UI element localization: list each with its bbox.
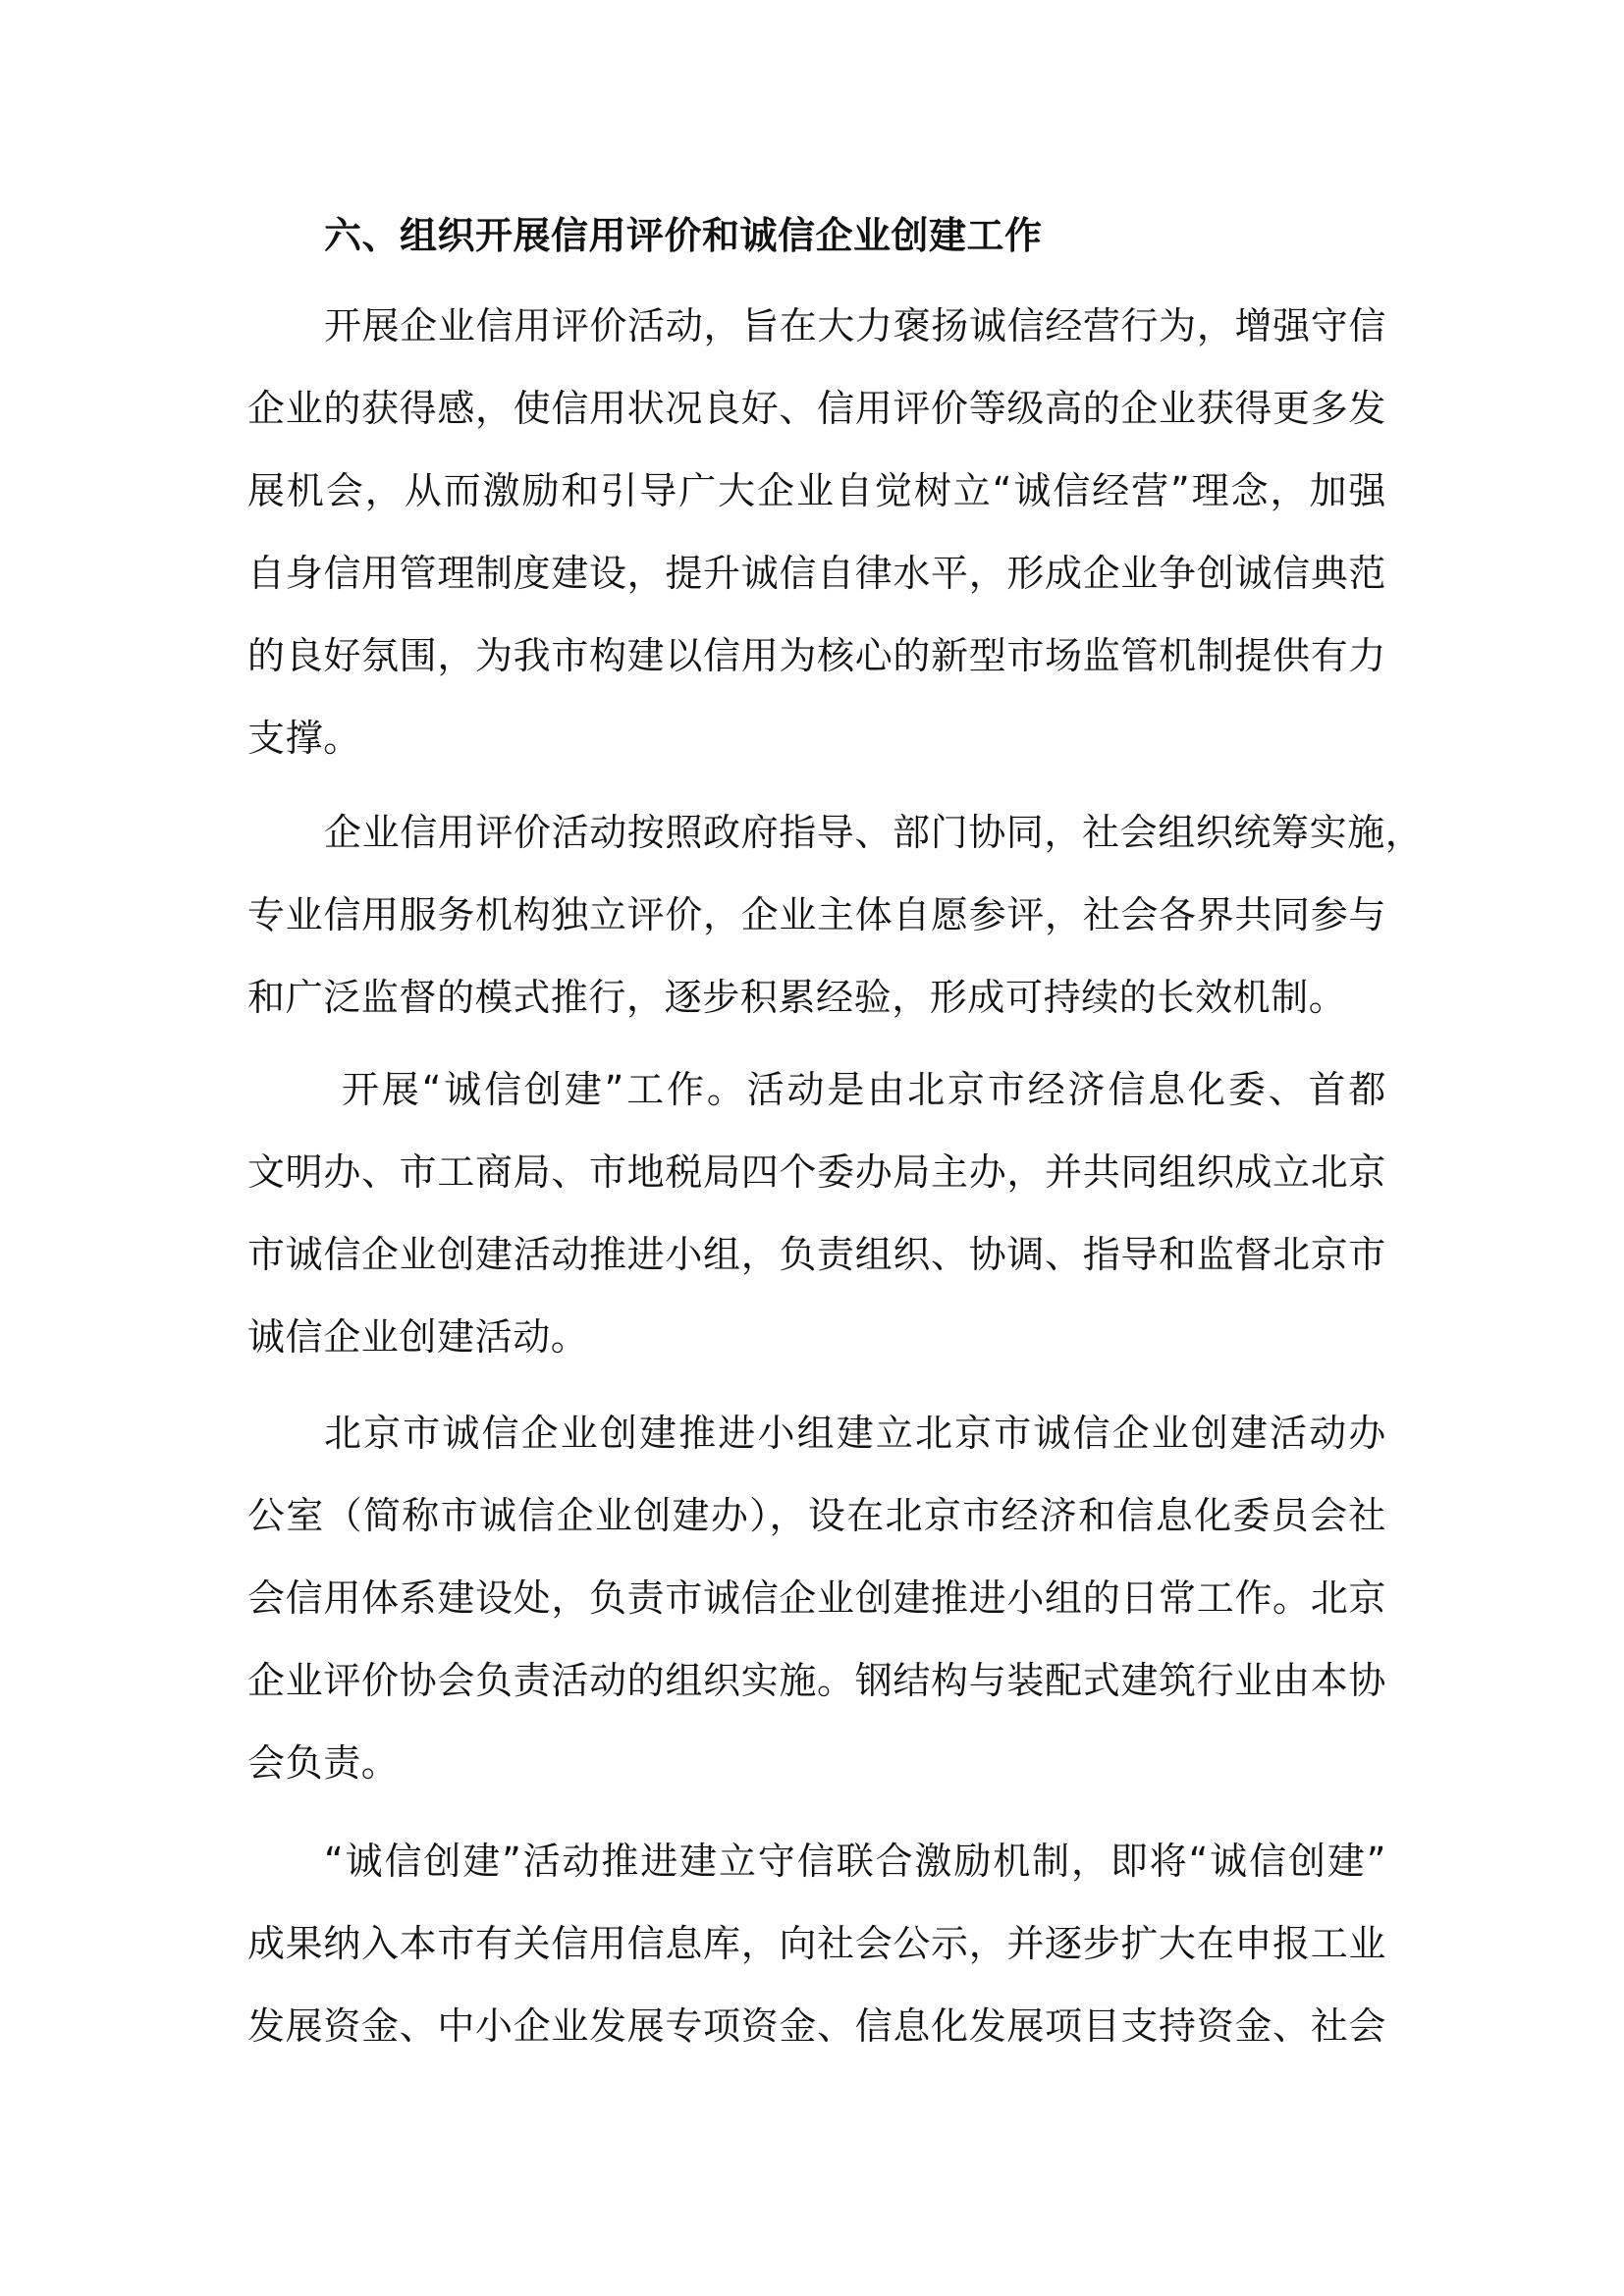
- paragraph-5-line-2: 成果纳入本市有关信用信息库，向社会公示，并逐步扩大在申报工业: [247, 1922, 1386, 1965]
- paragraph-1-line-1: 开展企业信用评价活动，旨在大力褒扬诚信经营行为，增强守信: [324, 304, 1386, 347]
- section-heading: 六、组织开展信用评价和诚信企业创建工作: [324, 214, 1043, 257]
- paragraph-4-line-3: 会信用体系建设处，负责市诚信企业创建推进小组的日常工作。北京: [247, 1576, 1386, 1620]
- paragraph-4-line-4: 企业评价协会负责活动的组织实施。钢结构与装配式建筑行业由本协: [247, 1659, 1386, 1702]
- paragraph-3-line-2: 文明办、市工商局、市地税局四个委办局主办，并共同组织成立北京: [247, 1150, 1386, 1194]
- paragraph-1-line-2: 企业的获得感，使信用状况良好、信用评价等级高的企业获得更多发: [247, 387, 1386, 430]
- paragraph-1-line-6: 支撑。: [247, 717, 361, 760]
- paragraph-4-line-5: 会负责。: [247, 1741, 400, 1785]
- paragraph-5-line-1: “诚信创建”活动推进建立守信联合激励机制，即将“诚信创建”: [324, 1840, 1386, 1883]
- paragraph-2-line-2: 专业信用服务机构独立评价，企业主体自愿参评，社会各界共同参与: [247, 893, 1386, 936]
- paragraph-2-line-1: 企业信用评价活动按照政府指导、部门协同，社会组织统筹实施，: [324, 811, 1424, 854]
- paragraph-3-line-4: 诚信企业创建活动。: [247, 1315, 589, 1359]
- paragraph-2-line-3: 和广泛监督的模式推行，逐步积累经验，形成可持续的长效机制。: [247, 976, 1347, 1019]
- paragraph-4-line-2: 公室（简称市诚信企业创建办），设在北京市经济和信息化委员会社: [247, 1494, 1386, 1537]
- paragraph-1-line-3: 展机会，从而激励和引导广大企业自觉树立“诚信经营”理念，加强: [247, 469, 1386, 512]
- paragraph-1-line-4: 自身信用管理制度建设，提升诚信自律水平，形成企业争创诚信典范: [247, 552, 1386, 595]
- paragraph-4-line-1: 北京市诚信企业创建推进小组建立北京市诚信企业创建活动办: [324, 1412, 1386, 1455]
- paragraph-1-line-5: 的良好氛围，为我市构建以信用为核心的新型市场监管机制提供有力: [247, 634, 1386, 677]
- paragraph-5-line-3: 发展资金、中小企业发展专项资金、信息化发展项目支持资金、社会: [247, 2004, 1386, 2048]
- paragraph-3-line-1: 开展“诚信创建”工作。活动是由北京市经济信息化委、首都: [342, 1068, 1386, 1111]
- paragraph-3-line-3: 市诚信企业创建活动推进小组，负责组织、协调、指导和监督北京市: [247, 1233, 1386, 1276]
